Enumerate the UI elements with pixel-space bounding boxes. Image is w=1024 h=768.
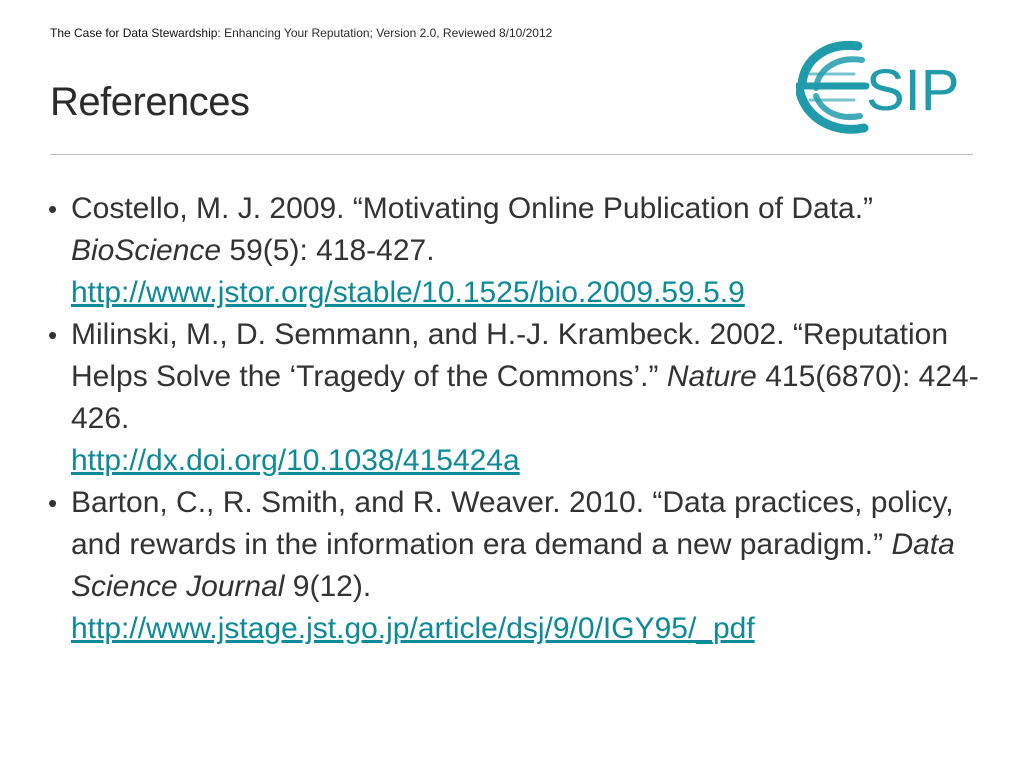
reference-link[interactable]: http://dx.doi.org/10.1038/415424a <box>71 444 520 477</box>
title-divider <box>50 154 973 155</box>
reference-volume: 415(6870): 424-426. <box>71 360 979 435</box>
logo-text: SIP <box>866 58 960 123</box>
reference-citation: Barton, C., R. Smith, and R. Weaver. 2010. “Data practices, policy, and rewards in the information era demand a new paradigm.” <box>71 486 954 561</box>
reference-list <box>48 188 988 650</box>
reference-link[interactable]: http://www.jstage.jst.go.jp/article/dsj/9/0/IGY95/_pdf <box>71 612 755 645</box>
bullet-icon: • <box>48 488 58 518</box>
page-title: References <box>50 80 250 124</box>
reference-link[interactable]: http://www.jstor.org/stable/10.1525/bio.2009.59.5.9 <box>71 276 745 309</box>
reference-citation: Milinski, M., D. Semmann, and H.-J. Krambeck. 2002. “Reputation Helps Solve the ‘Tragedy of the Commons’.” <box>71 318 949 393</box>
reference-journal: Data Science Journal <box>71 528 955 603</box>
reference-citation: Costello, M. J. 2009. “Motivating Online Publication of Data.” <box>71 192 874 225</box>
bullet-icon: • <box>48 320 58 350</box>
reference-item <box>48 482 988 650</box>
reference-item <box>48 188 988 314</box>
slide-header <box>50 26 552 40</box>
reference-volume: 9(12). <box>284 570 372 603</box>
esip-logo <box>796 36 976 138</box>
reference-volume: 59(5): 418-427. <box>221 234 435 267</box>
header-subtitle: : Enhancing Your Reputation; Version 2.0, Reviewed 8/10/2012 <box>217 26 553 40</box>
reference-journal: Nature <box>666 360 757 393</box>
header-title: The Case for Data Stewardship <box>50 26 218 40</box>
bullet-icon: • <box>48 194 58 224</box>
reference-item <box>48 314 988 482</box>
reference-journal: BioScience <box>71 234 222 267</box>
esip-swoosh-icon <box>798 45 866 129</box>
